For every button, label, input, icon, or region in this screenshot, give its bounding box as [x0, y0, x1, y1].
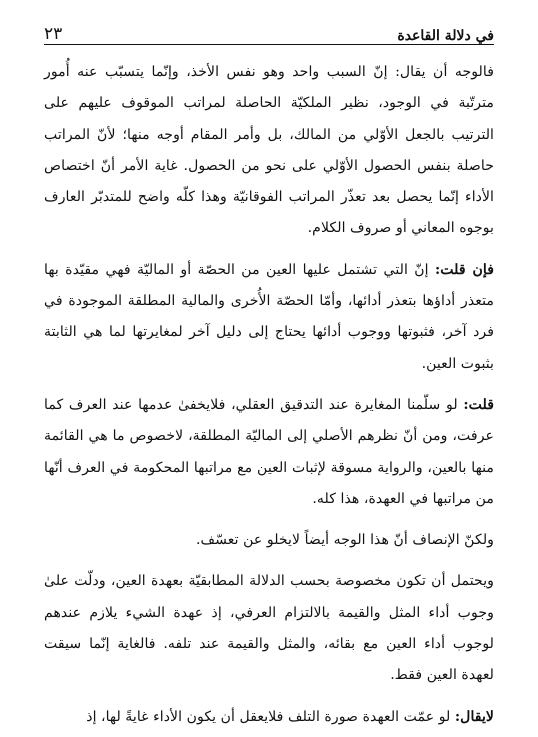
paragraph-lead: فإن قلت:	[435, 261, 494, 278]
paragraph-1	[44, 57, 494, 245]
paragraph-3	[44, 390, 494, 515]
paragraph-lead: لايقال:	[454, 708, 494, 725]
paragraph-text: إنّ التي تشتمل عليها العين من الحصّة أو الماليّة فهي مقيّدة بها متعذر أداؤها بتعذر أدائها، وأمّا الحصّة الأُخرى والمالية المطلقة الموجودة في فرد آخر، فثبوتها ووجوب أدائها يحتاج إلى دليل آخر لمغايرتها لما هي الثابتة بثبوت العين.	[44, 261, 494, 372]
running-head: في دلالة القاعدة	[397, 28, 494, 44]
paragraph-6	[44, 702, 494, 733]
paragraph-text: ويحتمل أن تكون مخصوصة بحسب الدلالة المطابقيّة بعهدة العين، ودلّت علىٰ وجوب أداء المثل والقيمة بالالتزام العرفي، إذ عهدة الشيء يلازم عندهم لوجوب أداء العين مع بقائه، والمثل والقيمة عند تلفه. فالغاية إنّما سيقت لعهدة العين فقط.	[44, 573, 494, 684]
paragraph-5	[44, 566, 494, 691]
paragraph-lead: قلت:	[463, 396, 494, 413]
paragraph-text: لو سلّمنا المغايرة عند التدقيق العقلي، فلايخفىٰ عدمها عند العرف كما عرفت، ومن أنّ نظرهم الأصلي إلى الماليّة المطلقة، لاخصوص ما هي القائمة منها بالعين، والرواية مسوقة لإثبات العين مع مراتبها المحكومة في العرف أنّها من مراتبها في العهدة، هذا كله.	[44, 396, 494, 507]
paragraph-4	[44, 525, 494, 556]
page-body	[44, 57, 494, 733]
paragraph-text: ولكنّ الإنصاف أنّ هذا الوجه أيضاً لايخلو عن تعسّف.	[195, 532, 494, 549]
page-number: ٢٣	[44, 24, 63, 44]
page-header	[44, 14, 494, 45]
paragraph-text: فالوجه أن يقال: إنّ السبب واحد وهو نفس الأخذ، وإنّما يتسبّب عنه أُمور مترتّبة في الوجود، نظير الملكيّة الحاصلة لمراتب الموقوف عليهم على الترتيب بالجعل الأوّلي من المالك، بل وأمر المقام أوجه منها؛ لأنّ المراتب حاصلة بنفس الحصول الأوّلي على نحو من الحصول. غاية الأمر أنّ اختصاص الأداء إنّما يحصل بعد تعذّر المراتب الفوقانيّة وهذا كلّه واضح للمتدبّر العارف بوجوه المعاني أو صروف الكلام.	[44, 64, 494, 237]
paragraph-text: لو عمّت العهدة صورة التلف فلايعقل أن يكون الأداء غايةً لها، إذ	[86, 708, 455, 725]
paragraph-2	[44, 255, 494, 380]
